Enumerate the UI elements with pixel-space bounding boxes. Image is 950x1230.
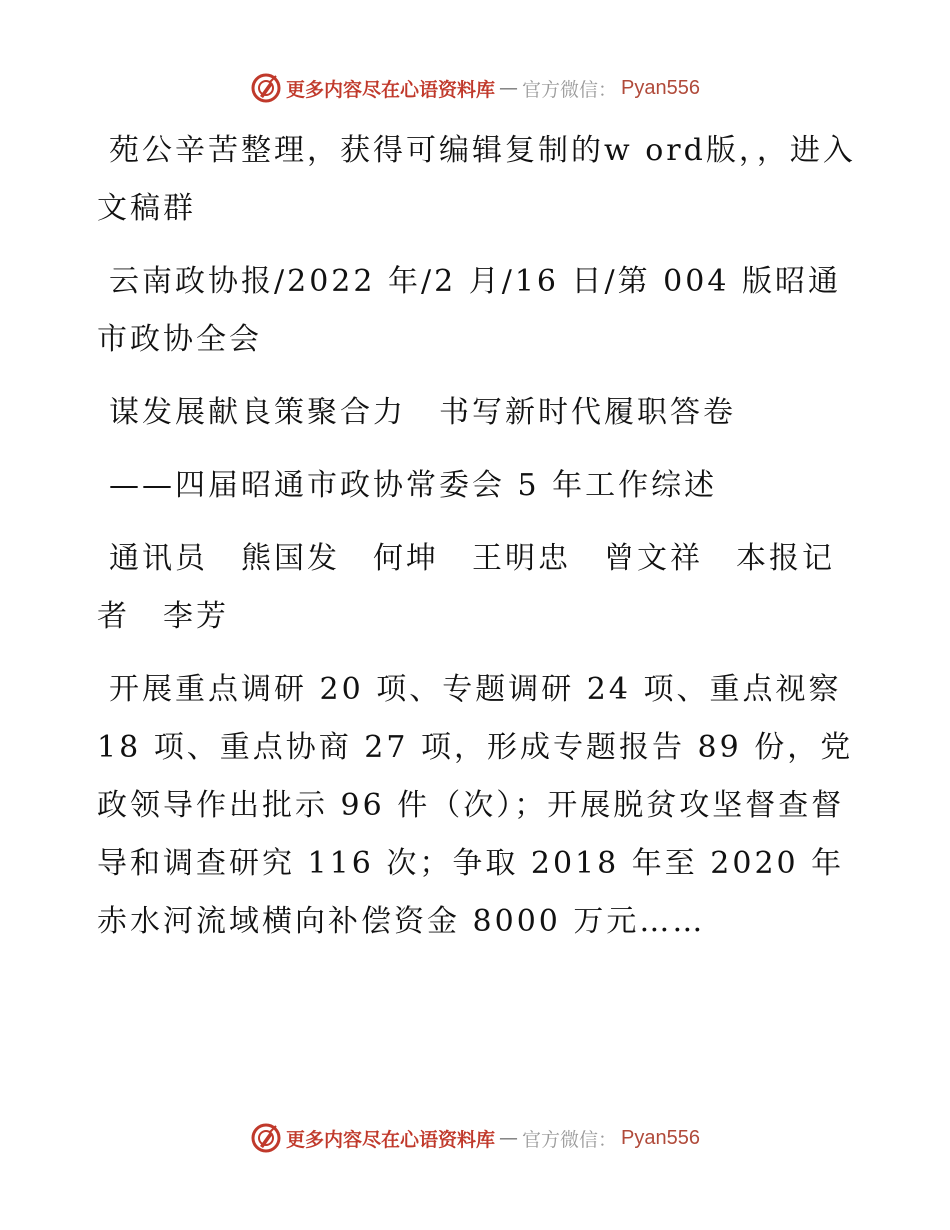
intro-note: 苑公辛苦整理，获得可编辑复制的w ord版，，进入文稿群 [97, 133, 856, 226]
watermark-id: Pyan556 [621, 76, 700, 99]
watermark-separator: — [499, 1127, 519, 1149]
article-title: 谋发展献良策聚合力 书写新时代履职答卷 [109, 395, 736, 430]
pen-circle-icon [250, 1122, 282, 1154]
watermark-title: 更多内容尽在心语资料库 [286, 78, 496, 101]
byline: 通讯员 熊国发 何坤 王明忠 曾文祥 本报记者 李芳 [97, 541, 835, 634]
watermark-id: Pyan556 [621, 1126, 700, 1149]
source-line: 云南政协报/2022 年/2 月/16 日/第 004 版昭通市政协全会 [97, 264, 841, 357]
footer-watermark [0, 1122, 950, 1154]
document-body [97, 122, 857, 966]
article-subtitle: ——四届昭通市政协常委会 5 年工作综述 [109, 468, 718, 503]
watermark-separator: — [499, 77, 519, 99]
watermark-label: 官方微信： [522, 78, 618, 101]
lead-paragraph: 开展重点调研 20 项、专题调研 24 项、重点视察 18 项、重点协商 27 项，形成专题报告 89 份，党政领导作出批示 96 件（次）；开展脱贫攻坚督查督导和调查研究 116 次；争取 2018 年至 2020 年赤水河流域横向补偿资金 8000 万元…… [97, 672, 854, 939]
watermark-title: 更多内容尽在心语资料库 [286, 1128, 496, 1151]
header-watermark [0, 72, 950, 104]
pen-circle-icon [250, 72, 282, 104]
watermark-label: 官方微信： [522, 1128, 618, 1151]
